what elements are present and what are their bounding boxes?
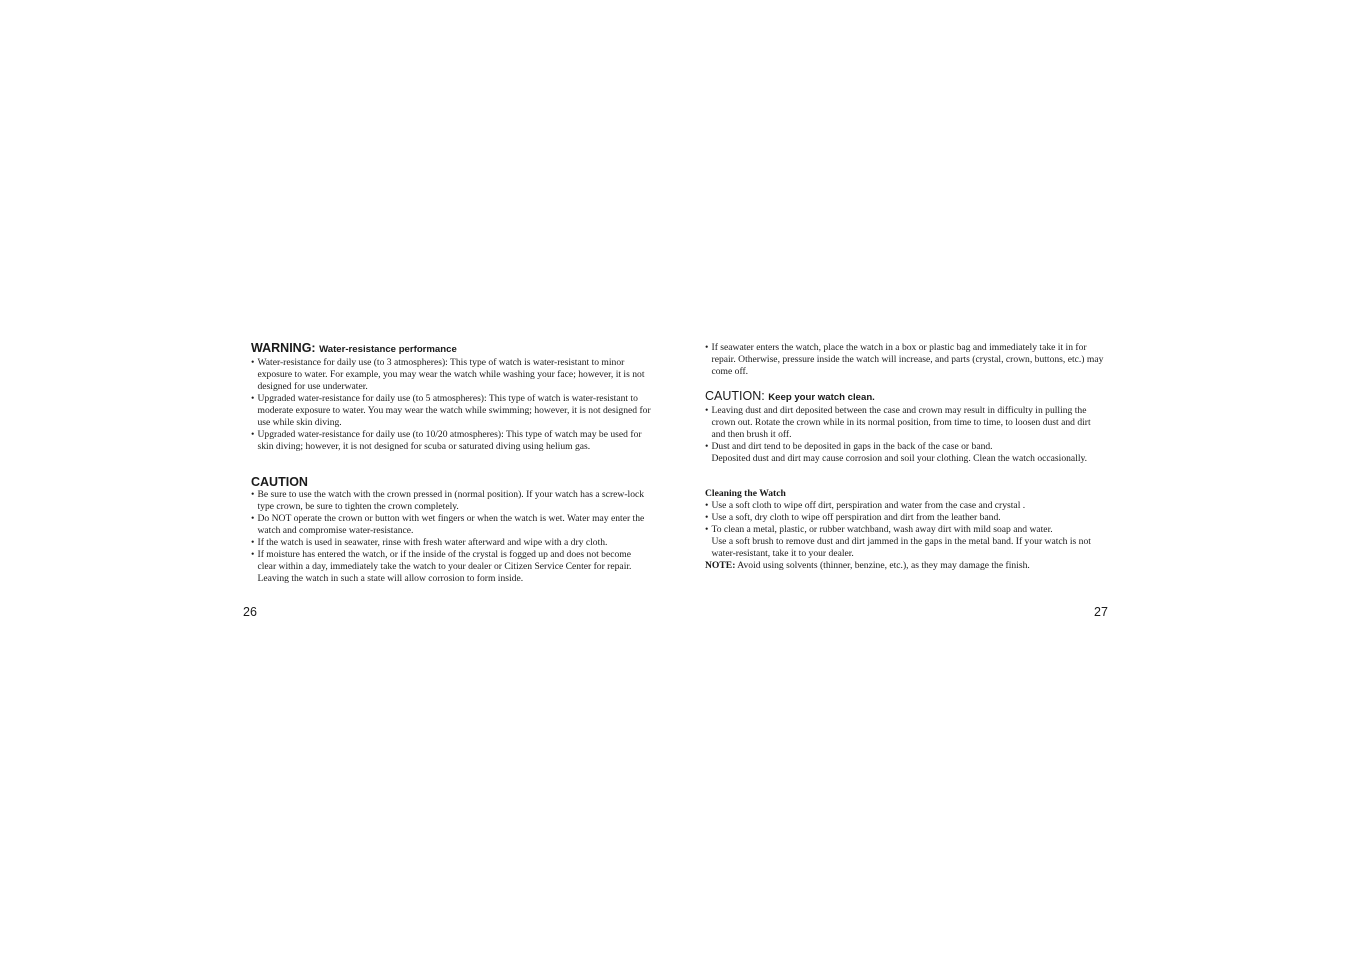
list-item: • Be sure to use the watch with the crown pressed in (normal position). If your watch has a screw-lock type crown, be sure to tighten the crown completely.: [251, 489, 651, 513]
list-item: • Do NOT operate the crown or button with wet fingers or when the watch is wet. Water may enter the watch and compromise water-resistance.: [251, 513, 651, 537]
cleaning-heading: Cleaning the Watch: [705, 488, 786, 499]
page-number-right: 27: [1094, 605, 1108, 619]
keep-clean-section: [705, 389, 1105, 465]
warning-section: [251, 341, 651, 453]
cleaning-list: [705, 500, 1105, 536]
list-item: • Upgraded water-resistance for daily use (to 5 atmospheres): This type of watch is water-resistant to moderate exposure to water. You may wear the watch while swimming; however, it is not designed for use while skin diving.: [251, 393, 651, 429]
cleaning-section: [705, 488, 1105, 572]
list-item: • If seawater enters the watch, place the watch in a box or plastic bag and immediately take it in for repair. Otherwise, pressure inside the watch will increase, and parts (crystal, crown, buttons, etc.) may come off.: [705, 342, 1105, 378]
warning-list: [251, 357, 651, 453]
list-item: • If the watch is used in seawater, rinse with fresh water afterward and wipe with a dry cloth.: [251, 537, 651, 549]
seawater-section: [705, 342, 1105, 378]
list-item: • Leaving dust and dirt deposited between the case and crown may result in difficulty in pulling the crown out. Rotate the crown while in its normal position, from time to time, to loosen dust and dirt and then brush it off.: [705, 405, 1105, 441]
list-item: • Water-resistance for daily use (to 3 atmospheres): This type of watch is water-resistant to minor exposure to water. For example, you may wear the watch while washing your face; however, it is not designed for use underwater.: [251, 357, 651, 393]
list-item: • Use a soft cloth to wipe off dirt, perspiration and water from the case and crystal .: [705, 500, 1105, 512]
note-label: NOTE:: [705, 560, 736, 571]
note: [705, 560, 1105, 572]
list-item: • If moisture has entered the watch, or if the inside of the crystal is fogged up and does not become clear within a day, immediately take the watch to your dealer or Citizen Service Center for repair. Leaving the watch in such a state will allow corrosion to form inside.: [251, 549, 651, 585]
caution-section: [251, 475, 651, 585]
warning-subtitle: Water-resistance performance: [319, 344, 457, 355]
warning-heading: [251, 341, 651, 357]
keep-clean-list: [705, 405, 1105, 453]
seawater-list: [705, 342, 1105, 378]
keep-clean-subtitle: Keep your watch clean.: [768, 392, 875, 403]
list-item: • Use a soft, dry cloth to wipe off perspiration and dirt from the leather band.: [705, 512, 1105, 524]
note-text: Avoid using solvents (thinner, benzine, etc.), as they may damage the finish.: [735, 560, 1030, 571]
list-item: • Dust and dirt tend to be deposited in gaps in the back of the case or band.: [705, 441, 1105, 453]
keep-clean-continuation: Deposited dust and dirt may cause corrosion and soil your clothing. Clean the watch occasionally.: [711, 453, 1088, 464]
list-item: • Upgraded water-resistance for daily use (to 10/20 atmospheres): This type of watch may be used for skin diving; however, it is not designed for scuba or saturated diving using helium gas.: [251, 429, 651, 453]
keep-clean-heading: [705, 389, 1105, 405]
keep-clean-title: CAUTION:: [705, 389, 765, 403]
list-item: • To clean a metal, plastic, or rubber watchband, wash away dirt with mild soap and water.: [705, 524, 1105, 536]
page-number-left: 26: [243, 605, 257, 619]
cleaning-continuation: Use a soft brush to remove dust and dirt jammed in the gaps in the metal band. If your watch is not water-resistant, take it to your dealer.: [711, 536, 1091, 559]
caution-heading: CAUTION: [251, 475, 308, 489]
warning-title: WARNING:: [251, 341, 316, 355]
caution-list: [251, 489, 651, 585]
